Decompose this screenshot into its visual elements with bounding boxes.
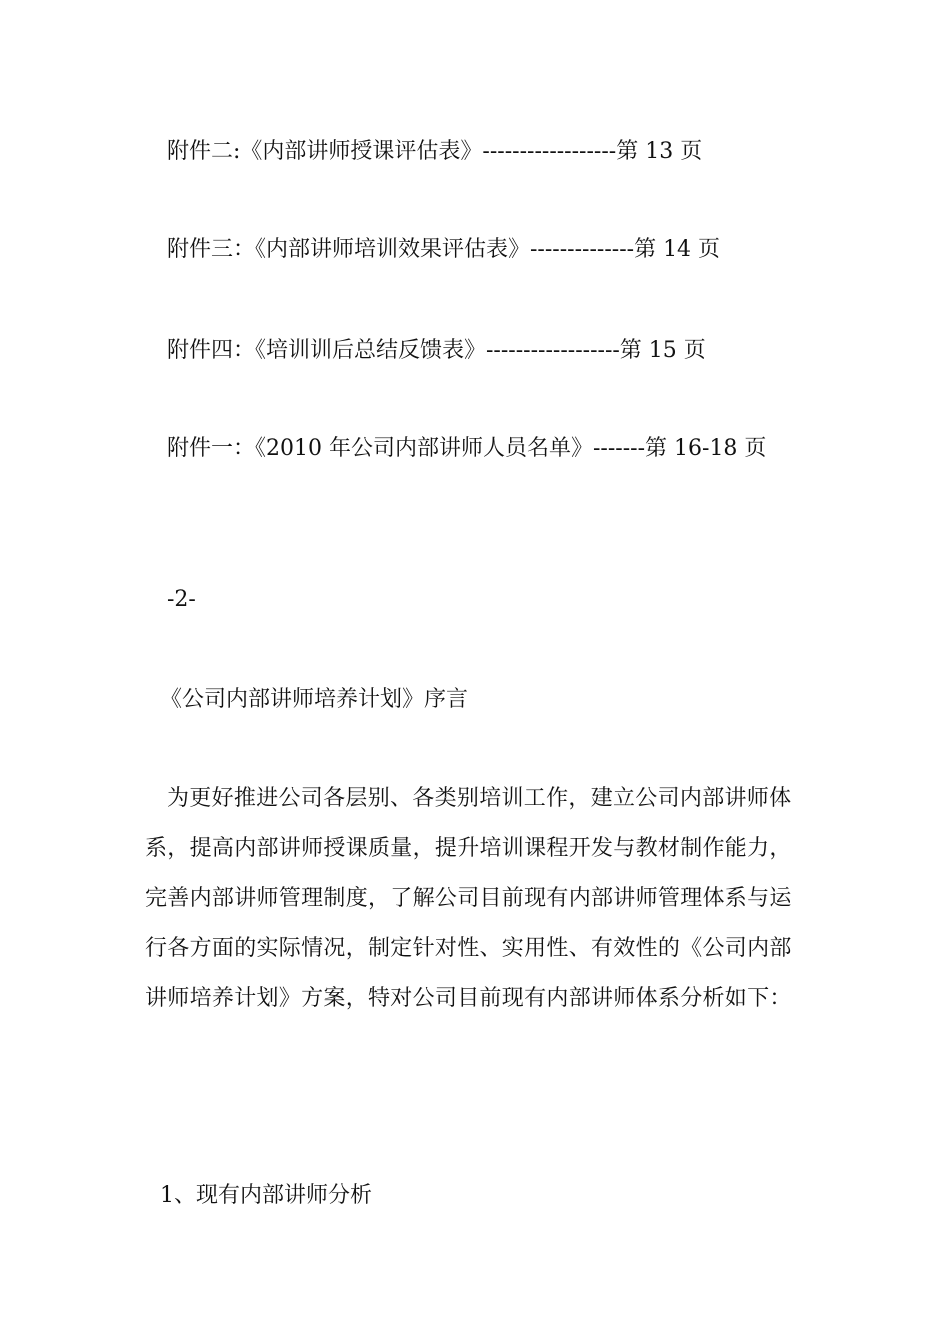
page-number: -2- <box>167 587 196 612</box>
paragraph-line: 行各方面的实际情况，制定针对性、实用性、有效性的《公司内部 <box>145 936 792 961</box>
toc-item-appendix-3: 附件三：《内部讲师培训效果评估表》--------------第 14 页 <box>167 237 721 262</box>
section-heading: 1、现有内部讲师分析 <box>160 1183 372 1208</box>
paragraph-line: 完善内部讲师管理制度，了解公司目前现有内部讲师管理体系与运 <box>145 886 792 911</box>
toc-item-appendix-4: 附件四：《培训训后总结反馈表》------------------第 15 页 <box>167 338 706 363</box>
toc-item-appendix-2: 附件二:《内部讲师授课评估表》------------------第 13 页 <box>167 139 703 164</box>
paragraph-line: 讲师培养计划》方案，特对公司目前现有内部讲师体系分析如下： <box>145 986 792 1011</box>
paragraph-line: 为更好推进公司各层别、各类别培训工作，建立公司内部讲师体 <box>167 786 792 811</box>
toc-item-appendix-1: 附件一：《2010 年公司内部讲师人员名单》-------第 16-18 页 <box>167 436 767 461</box>
paragraph-line: 系，提高内部讲师授课质量，提升培训课程开发与教材制作能力， <box>145 836 792 861</box>
preface-title: 《公司内部讲师培养计划》序言 <box>160 687 469 712</box>
